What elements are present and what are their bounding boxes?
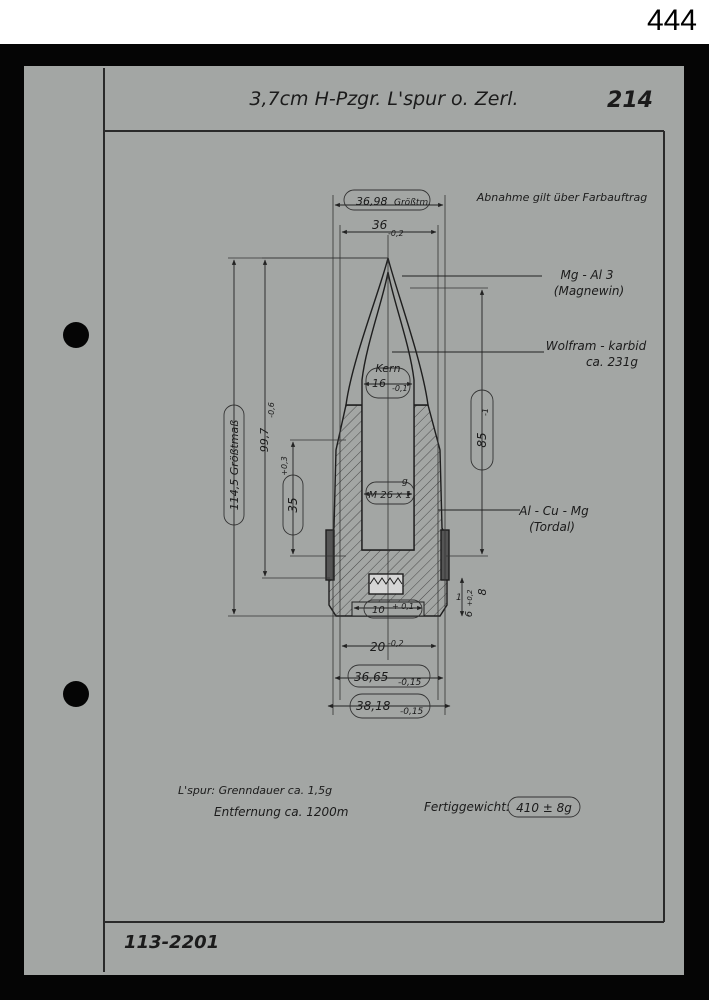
band-diameter-value: 38,18 xyxy=(356,699,391,713)
diameter-36-value: 36 xyxy=(372,218,388,232)
body-diameter-value: 36,65 xyxy=(354,670,389,684)
drawing-number: 113-2201 xyxy=(124,932,220,953)
core-diameter-tolerance: -0,1 xyxy=(392,384,408,393)
finished-weight-value: 410 ± 8g xyxy=(516,801,572,815)
thread-mark: g xyxy=(402,477,408,487)
band-diameter-tolerance: -0,15 xyxy=(400,707,424,717)
length-85-tolerance: -1 xyxy=(481,408,490,416)
overall-length-value: 114,5 Größtmaß xyxy=(228,419,241,511)
length-99-tolerance: -0,6 xyxy=(267,402,276,418)
small-6-tolerance: +0,2 xyxy=(466,589,474,607)
core-weight: ca. 231g xyxy=(585,355,639,369)
tracer-note-line1: L'spur: Grenndauer ca. 1,5g xyxy=(178,784,333,797)
length-99-value: 99,7 xyxy=(258,427,271,453)
acceptance-note: Abnahme gilt über Farbauftrag xyxy=(476,191,648,204)
body-material-name: (Tordal) xyxy=(529,520,575,534)
bore-diameter-tolerance: + 0,1 xyxy=(392,602,414,611)
finished-weight-label: Fertiggewicht: xyxy=(424,800,510,814)
core-label: Kern xyxy=(375,362,401,375)
tip-material-name: (Magnewin) xyxy=(553,284,625,298)
small-8-value: 8 xyxy=(476,588,489,596)
thread-value: M 26 x 1 xyxy=(368,490,412,501)
core-material: Wolfram - karbid xyxy=(545,339,647,353)
punch-hole-top xyxy=(63,322,89,348)
bore-diameter-value: 10 xyxy=(372,605,385,616)
body-material: Al - Cu - Mg xyxy=(519,504,589,518)
drawing-title: 3,7cm H-Pzgr. L'spur o. Zerl. xyxy=(249,88,519,110)
length-35-value: 35 xyxy=(286,497,300,513)
small-6-value: 6 xyxy=(464,610,475,618)
base-diameter-value: 20 xyxy=(370,640,386,654)
core-diameter-value: 16 xyxy=(372,377,386,390)
base-diameter-tolerance: -0,2 xyxy=(388,639,404,648)
small-1-value: 1 xyxy=(456,593,462,603)
max-diameter-note: Größtm. xyxy=(394,198,432,208)
length-35-tolerance: +0,3 xyxy=(280,456,289,476)
corner-mark: 214 xyxy=(607,88,653,113)
diameter-36-tolerance: -0,2 xyxy=(388,229,404,238)
projectile-section xyxy=(326,258,449,616)
length-85-value: 85 xyxy=(475,432,489,448)
tracer-note-line2: Entfernung ca. 1200m xyxy=(214,805,349,819)
punch-hole-bottom xyxy=(63,681,89,707)
tip-material: Mg - Al 3 xyxy=(560,268,614,282)
max-diameter-value: 36,98 xyxy=(356,195,388,208)
body-diameter-tolerance: -0,15 xyxy=(398,678,422,688)
page-number: 444 xyxy=(646,4,697,37)
